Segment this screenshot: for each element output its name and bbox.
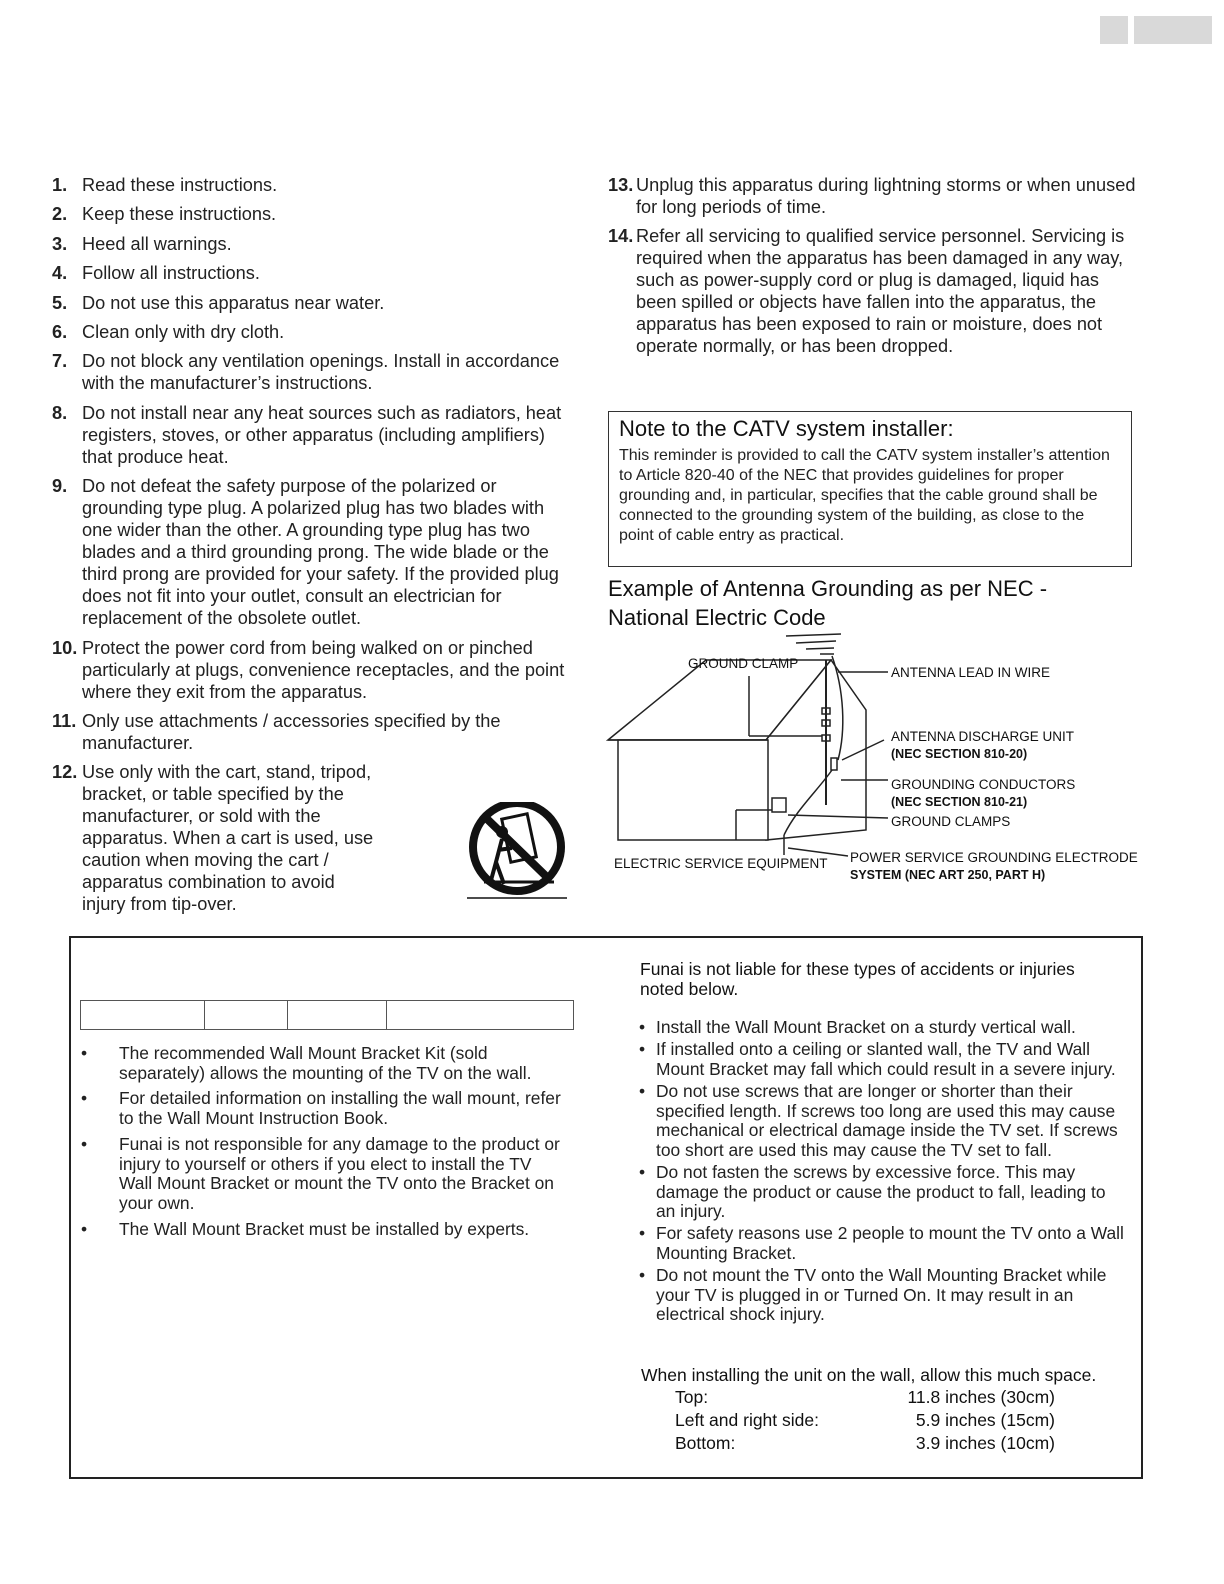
safety-item: 14. Refer all servicing to qualified service personnel. Servicing is required when the apparatus has been damaged in any way, such as power-supply cord or plug is damaged, liquid has been spilled or objects have fallen into the apparatus, the apparatus has been exposed to rain or moisture, does not operate normally, or has been dropped. bbox=[608, 226, 1125, 357]
safety-item: 11. Only use attachments / accessories specified by the manufacturer. bbox=[52, 710, 501, 753]
list-item: • For detailed information on installing the wall mount, refer to the Wall Mount Instruction Book. bbox=[81, 1088, 561, 1129]
catv-note-title: Note to the CATV system installer: bbox=[619, 416, 954, 441]
safety-item: 4. Follow all instructions. bbox=[52, 263, 260, 284]
list-item: • Do not use screws that are longer or shorter than their specified length. If screws too long are used this may cause mechanical or electrical damage inside the TV set. If screws too short are used this may cause the TV set to fall. bbox=[639, 1080, 1118, 1160]
wall-mount-spec-table bbox=[80, 1000, 574, 1030]
safety-list-right bbox=[608, 174, 1138, 357]
wall-space-heading: When installing the unit on the wall, allow this much space. bbox=[641, 1365, 1097, 1385]
label-ground-clamps: GROUND CLAMPS bbox=[891, 814, 1011, 829]
antenna-grounding-title: Example of Antenna Grounding as per NEC - National Electric Code bbox=[608, 576, 1048, 630]
list-item: • The Wall Mount Bracket must be installed by experts. bbox=[81, 1218, 530, 1239]
label-antenna-lead-in: ANTENNA LEAD IN WIRE bbox=[891, 665, 1051, 680]
label-grounding-electrode: POWER SERVICE GROUNDING ELECTRODE bbox=[850, 850, 1138, 865]
spec-cell bbox=[288, 1001, 387, 1029]
wall-mount-notes-right bbox=[639, 1018, 1129, 1327]
label-grounding-conductors: GROUNDING CONDUCTORS bbox=[891, 777, 1076, 792]
safety-item: 7. Do not block any ventilation openings. Install in accordance with the manufacturer’s instructions. bbox=[52, 351, 560, 394]
safety-instructions-right bbox=[608, 174, 1138, 365]
safety-item: 6. Clean only with dry cloth. bbox=[52, 321, 285, 342]
list-item: • Funai is not responsible for any damage to the product or injury to yourself or others if you elect to install the TV Wall Mount Bracket or mount the TV onto the Bracket on your own. bbox=[81, 1133, 560, 1213]
list-item: • The recommended Wall Mount Bracket Kit (sold separately) allows the mounting of the TV on the wall. bbox=[81, 1043, 532, 1083]
header-tab-small bbox=[1100, 16, 1128, 44]
label-discharge-section: (NEC SECTION 810-20) bbox=[891, 747, 1028, 761]
catv-note-box bbox=[608, 411, 1132, 567]
list-item: • Do not fasten the screws by excessive force. This may damage the product or cause the product to fall, leading to an injury. bbox=[639, 1161, 1106, 1222]
funai-liability-heading: Funai is not liable for these types of accidents or injuries noted below. bbox=[640, 959, 1075, 999]
list-item: • Do not mount the TV onto the Wall Mounting Bracket while your TV is plugged in or Turned On. It may result in an electrical shock injury. bbox=[639, 1265, 1107, 1325]
label-conductors-section: (NEC SECTION 810-21) bbox=[891, 795, 1028, 809]
safety-item: 3. Heed all warnings. bbox=[52, 233, 232, 254]
spec-cell bbox=[81, 1001, 205, 1029]
list-item: • If installed onto a ceiling or slanted wall, the TV and Wall Mount Bracket may fall which could result in a severe injury. bbox=[639, 1039, 1116, 1079]
header-tab-large bbox=[1134, 16, 1212, 44]
catv-note-text: This reminder is provided to call the CATV system installer’s attention to Article 820-40 of the NEC that provides guidelines for proper grounding and, in particular, specifies that the cable ground shall be connected to the grounding system of the building, as close to the point of cable entry as practical. bbox=[619, 447, 1110, 544]
list-item: • Install the Wall Mount Bracket on a sturdy vertical wall. bbox=[639, 1017, 1076, 1037]
label-electrode-system: SYSTEM (NEC ART 250, PART H) bbox=[850, 868, 1046, 882]
safety-instructions-left bbox=[52, 174, 572, 923]
safety-item: 8. Do not install near any heat sources such as radiators, heat registers, stoves, or other apparatus (including amplifiers) that produce heat. bbox=[52, 402, 562, 467]
label-service-equipment: ELECTRIC SERVICE EQUIPMENT bbox=[614, 856, 828, 871]
safety-item: 2. Keep these instructions. bbox=[52, 204, 277, 225]
safety-item: 13. Unplug this apparatus during lightning storms or when unused for long periods of time. bbox=[608, 175, 1136, 217]
safety-item: 10. Protect the power cord from being walked on or pinched particularly at plugs, convenience receptacles, and the point where they exit from the apparatus. bbox=[52, 637, 565, 702]
label-discharge-unit: ANTENNA DISCHARGE UNIT bbox=[891, 729, 1075, 744]
spec-cell bbox=[205, 1001, 288, 1029]
safety-item: 9. Do not defeat the safety purpose of the polarized or grounding type plug. A polarized plug has two blades with one wider than the other. A grounding type plug has two blades and a third grounding prong. The wide blade or the third prong are provided for your safety. If the provided plug does not fit into your outlet, consult an electrician for replacement of the obsolete outlet. bbox=[52, 476, 559, 629]
safety-item: 12. Use only with the cart, stand, tripod, bracket, or table specified by the manufacturer, or sold with the apparatus. When a cart is used, use caution when moving the cart / apparatus combination to avoid injury from tip-over. bbox=[52, 762, 374, 915]
wall-mount-box: • The recommended Wall Mount Bracket Kit (sold separately) allows the mounting of the TV on the wall. • For detailed information on installing the wall mount, refer to the Wall Mount Instruction Book. • Funai is not responsible for any damage to the product or injury to yourself or others if you elect to install the TV Wall Mount Bracket or mount the TV onto the Bracket on your own. • The Wall Mount Bracket must be installed by experts. Funai is not liable for these types of accidents or injuries noted below. • Install the Wall Mount Bracket on a sturdy vertical wall. • If installed onto a ceiling or slanted wall, the TV and Wall Mount Bracket may fall which could result in a severe injury. • Do not use screws that are longer or shorter than their specified length. If screws too long are used this may cause mechanical or electrical damage inside the TV set. If screws too short are used this may cause the TV set to fall. • Do not fasten the screws by excessive force. This may damage the product or cause the product to fall, leading to an injury. • For safety reasons use 2 people to mount the TV onto a Wall Mounting Bracket. • Do not mount the TV onto the Wall Mounting Bracket while your TV is plugged in or Turned On. It may result in an electrical shock injury. When installing the unit on the wall, allow this much space. Top: 11.8 inches (30cm) Left and right side: 5.9 inches (15cm) Bottom: 3.9 inches (10cm) bbox=[69, 936, 1143, 1479]
safety-item: 5. Do not use this apparatus near water. bbox=[52, 292, 385, 313]
cart-tip-over-warning-icon bbox=[462, 802, 572, 900]
safety-item: 1. Read these instructions. bbox=[52, 175, 278, 195]
label-ground-clamp: GROUND CLAMP bbox=[688, 656, 799, 671]
wall-mount-notes-left bbox=[79, 1044, 569, 1245]
spec-cell bbox=[387, 1001, 573, 1029]
antenna-grounding-diagram bbox=[606, 630, 1151, 890]
list-item: • For safety reasons use 2 people to mount the TV onto a Wall Mounting Bracket. bbox=[639, 1223, 1124, 1263]
